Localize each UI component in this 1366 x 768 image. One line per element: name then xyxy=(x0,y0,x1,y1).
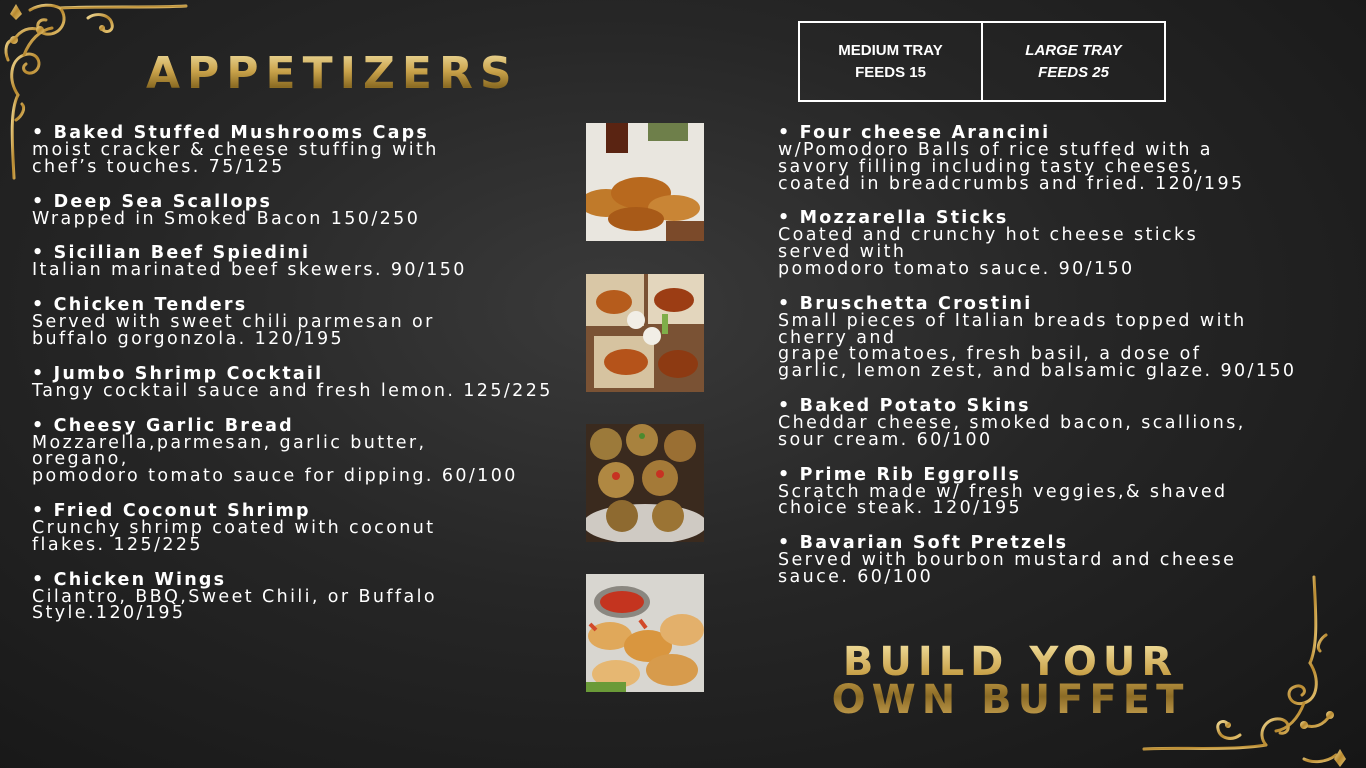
menu-item-description: cherry and xyxy=(778,327,897,348)
buffet-line-1: BUILD YOUR xyxy=(842,639,1179,685)
menu-item-description: Served with sweet chili parmesan or xyxy=(32,312,435,333)
menu-item-description: flakes. 125/225 xyxy=(32,534,203,555)
medium-tray-name: MEDIUM TRAY xyxy=(838,41,943,59)
menu-item-name: • Mozzarella Sticks xyxy=(778,208,1009,229)
menu-item xyxy=(32,502,577,554)
menu-item-name: • Cheesy Garlic Bread xyxy=(32,415,294,436)
medium-tray-label xyxy=(800,23,981,100)
menu-item-description: garlic, lemon zest, and balsamic glaze. 90/150 xyxy=(778,361,1297,382)
menu-item-description: coated in breadcrumbs and fried. 120/195 xyxy=(778,173,1245,194)
menu-item xyxy=(32,193,577,228)
large-tray-feeds: FEEDS 25 xyxy=(1038,63,1109,81)
menu-item-name: • Jumbo Shrimp Cocktail xyxy=(32,363,324,384)
menu-item-description: Mozzarella,parmesan, garlic butter, xyxy=(32,432,427,453)
menu-item-description: moist cracker & cheese stuffing with xyxy=(32,140,439,160)
menu-item xyxy=(32,417,577,485)
menu-item xyxy=(32,296,577,348)
chicken-wings-photo xyxy=(586,274,704,392)
menu-item-description: pomodoro tomato sauce for dipping. 60/100 xyxy=(32,466,518,487)
menu-item-name: • Chicken Tenders xyxy=(32,295,248,316)
menu-item-description: Wrapped in Smoked Bacon 150/250 xyxy=(32,208,421,229)
fried-chicken-tenders-photo xyxy=(586,123,704,241)
menu-item-name: • Four cheese Arancini xyxy=(778,123,1051,143)
menu-item-name: • Sicilian Beef Spiedini xyxy=(32,243,311,264)
stuffed-mushrooms-photo xyxy=(586,424,704,542)
menu-item xyxy=(778,209,1298,277)
menu-item-name: • Baked Potato Skins xyxy=(778,395,1031,416)
menu-item xyxy=(778,534,1298,586)
menu-item-description: savory filling including tasty cheeses, xyxy=(778,156,1201,177)
menu-item xyxy=(778,466,1298,518)
menu-item-description: pomodoro tomato sauce. 90/150 xyxy=(778,258,1135,279)
menu-item-description: Scratch made w/ fresh veggies,& shaved xyxy=(778,481,1228,502)
menu-item-description: served with xyxy=(778,242,907,263)
menu-item-name: • Chicken Wings xyxy=(32,569,227,590)
right-menu-column xyxy=(778,124,1298,603)
menu-item xyxy=(778,397,1298,449)
menu-item-description: sour cream. 60/100 xyxy=(778,429,993,450)
menu-item xyxy=(32,244,577,279)
menu-item-description: Coated and crunchy hot cheese sticks xyxy=(778,225,1199,246)
menu-item-description: Cheddar cheese, smoked bacon, scallions, xyxy=(778,412,1246,433)
menu-item xyxy=(778,124,1298,192)
menu-item-description: w/Pomodoro Balls of rice stuffed with a xyxy=(778,140,1213,160)
menu-item-name: • Bruschetta Crostini xyxy=(778,293,1033,314)
build-your-own-buffet-heading xyxy=(818,639,1203,723)
menu-item-description: Small pieces of Italian breads topped with xyxy=(778,310,1247,331)
menu-item-name: • Bavarian Soft Pretzels xyxy=(778,533,1069,554)
menu-item-description: Cilantro, BBQ,Sweet Chili, or Buffalo xyxy=(32,586,437,607)
page-title: APPETIZERS xyxy=(146,48,519,99)
large-tray-name: LARGE TRAY xyxy=(1025,41,1122,59)
menu-item-description: oregano, xyxy=(32,449,129,470)
menu-item-name: • Fried Coconut Shrimp xyxy=(32,500,311,521)
menu-item-description: Tangy cocktail sauce and fresh lemon. 125/225 xyxy=(32,380,553,401)
menu-item-description: Italian marinated beef skewers. 90/150 xyxy=(32,260,467,281)
menu-item-description: buffalo gorgonzola. 120/195 xyxy=(32,328,345,349)
menu-item xyxy=(32,571,577,623)
menu-item xyxy=(32,124,577,176)
left-menu-column xyxy=(32,124,577,639)
menu-item-description: grape tomatoes, fresh basil, a dose of xyxy=(778,344,1202,365)
menu-item-description: Crunchy shrimp coated with coconut xyxy=(32,517,436,538)
menu-item-description: Served with bourbon mustard and cheese xyxy=(778,550,1237,571)
menu-item xyxy=(32,365,577,400)
large-tray-label xyxy=(981,23,1164,100)
menu-item-name: • Prime Rib Eggrolls xyxy=(778,464,1022,485)
menu-item-name: • Baked Stuffed Mushrooms Caps xyxy=(32,123,429,143)
menu-item-description: Style.120/195 xyxy=(32,603,186,624)
menu-item-description: chef’s touches. 75/125 xyxy=(32,156,285,177)
buffet-line-2: OWN BUFFET xyxy=(831,677,1190,723)
medium-tray-feeds: FEEDS 15 xyxy=(855,63,926,81)
tray-size-legend xyxy=(798,21,1166,102)
menu-item-name: • Deep Sea Scallops xyxy=(32,191,273,212)
menu-item-description: sauce. 60/100 xyxy=(778,566,934,587)
menu-item xyxy=(778,295,1298,380)
menu-item-description: choice steak. 120/195 xyxy=(778,498,1023,519)
coconut-shrimp-photo xyxy=(586,574,704,692)
